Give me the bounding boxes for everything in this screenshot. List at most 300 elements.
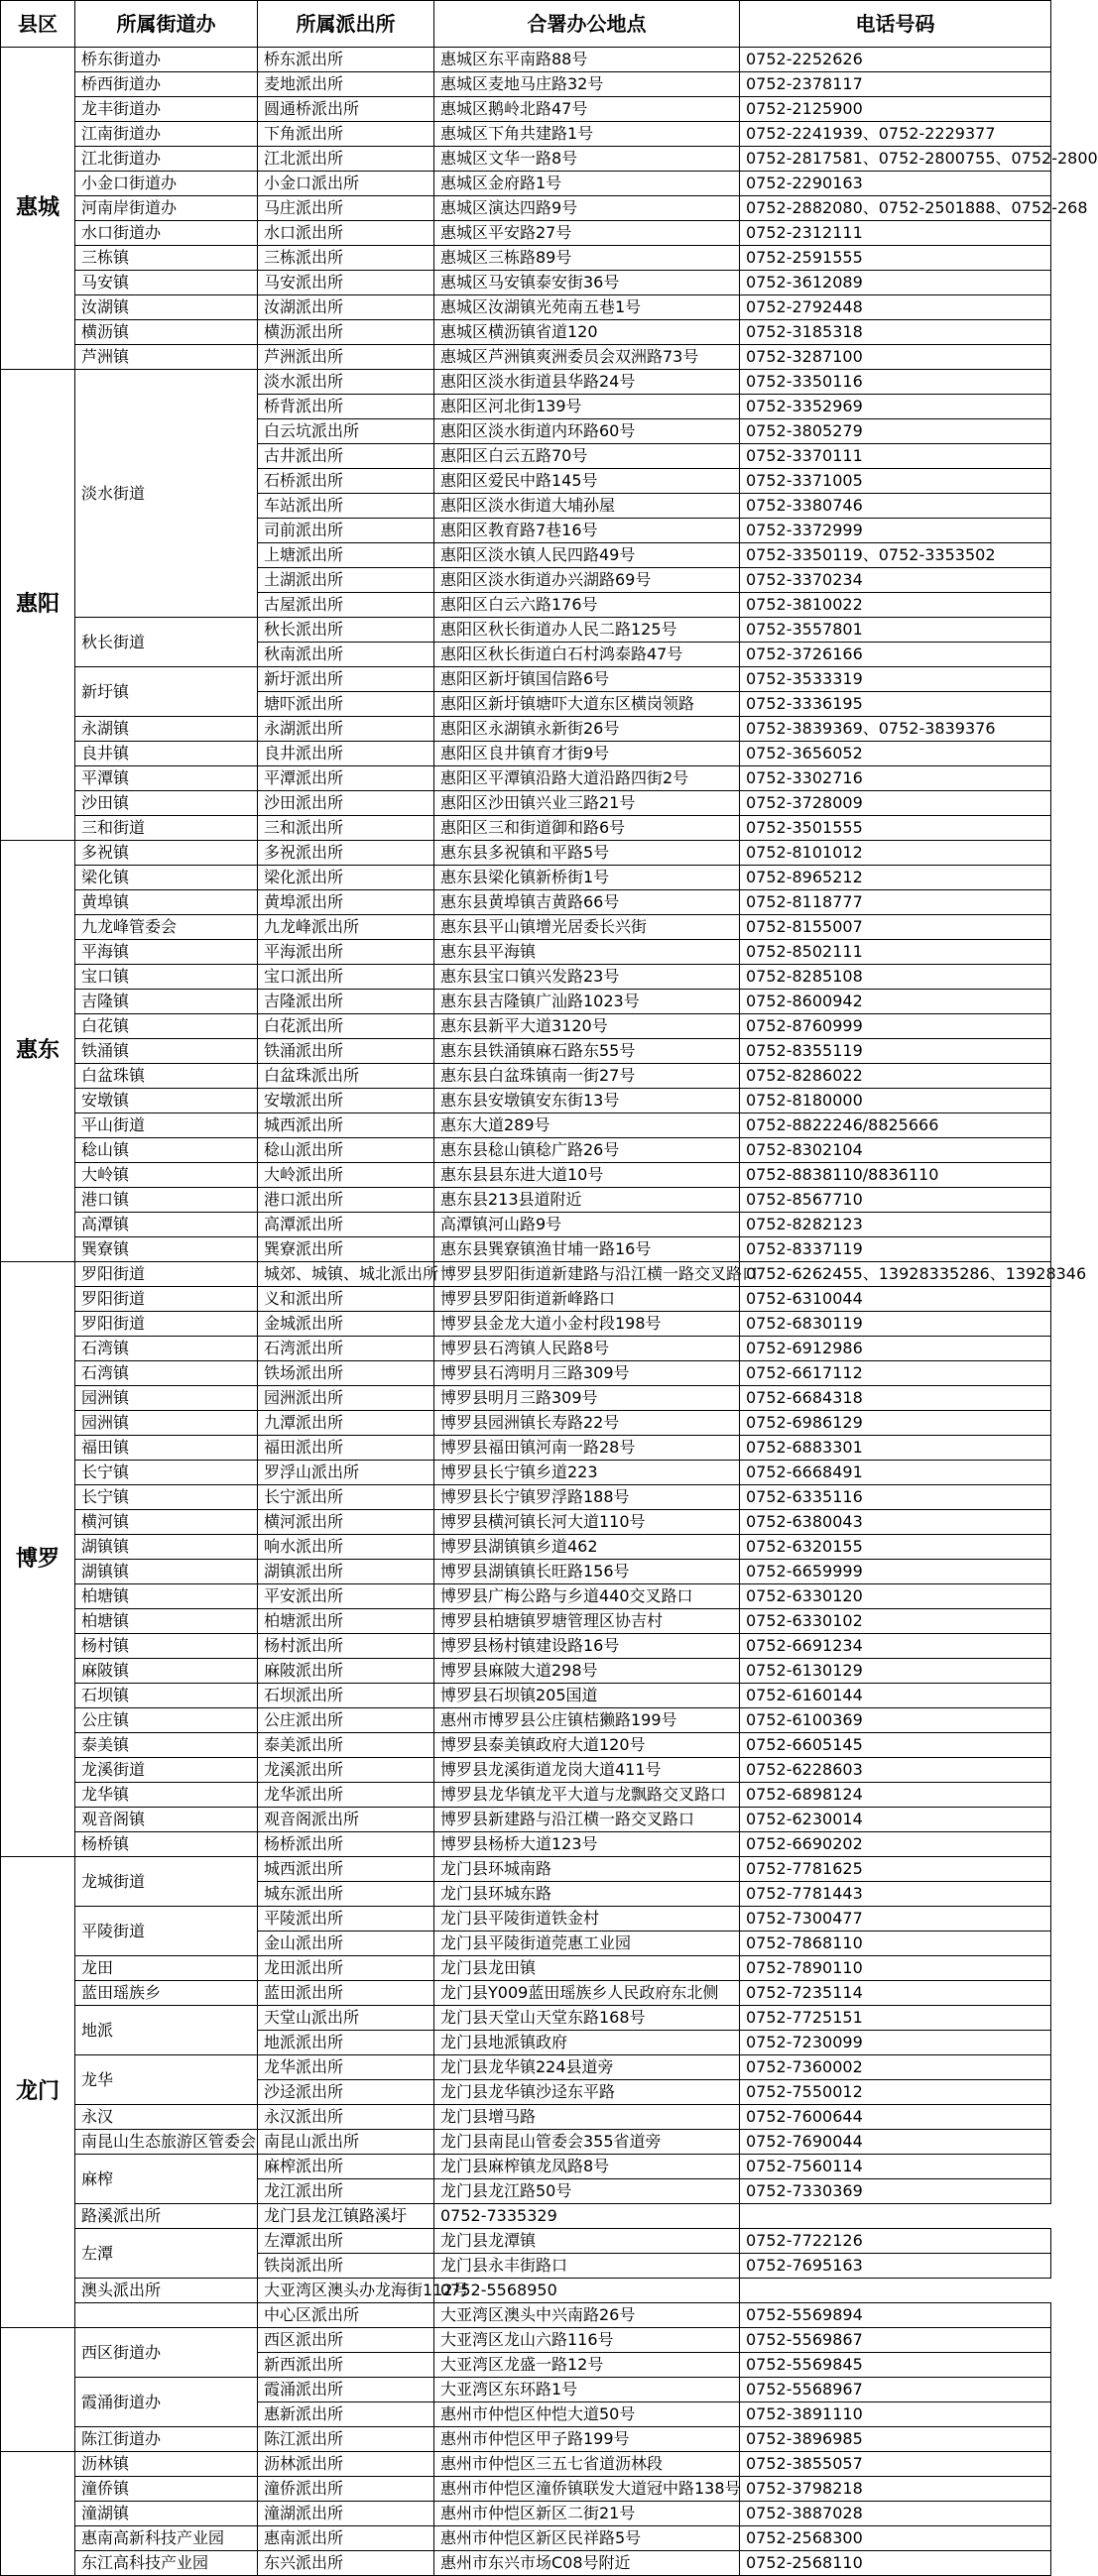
police-station-cell: 宝口派出所	[258, 965, 434, 990]
street-office-cell: 吉隆镇	[75, 990, 258, 1014]
street-office-cell: 麻榨	[75, 2155, 258, 2204]
address-cell: 惠城区平安路27号	[434, 221, 740, 246]
phone-cell: 0752-7890110	[740, 1956, 1051, 1981]
police-station-cell: 惠南派出所	[258, 2526, 434, 2551]
phone-cell: 0752-2817581、0752-2800755、0752-2800	[740, 147, 1051, 172]
header-district: 县区	[1, 1, 75, 48]
address-cell: 惠阳区三和街道御和路6号	[434, 816, 740, 841]
address-cell: 惠东县213县道附近	[434, 1188, 740, 1213]
phone-cell: 0752-5569867	[740, 2328, 1051, 2353]
police-station-cell: 车站派出所	[258, 494, 434, 519]
address-cell: 惠阳区新圩镇塘吓大道东区横岗领路	[434, 692, 740, 717]
phone-cell: 0752-2591555	[740, 246, 1051, 271]
street-office-cell: 平陵街道	[75, 1907, 258, 1956]
phone-cell: 0752-6380043	[740, 1510, 1051, 1535]
police-station-cell: 澳头派出所	[75, 2279, 258, 2303]
table-row	[1, 122, 1051, 147]
table-row	[1, 1907, 1051, 1932]
table-row	[1, 1436, 1051, 1461]
address-cell: 龙门县龙江镇路溪圩	[258, 2204, 434, 2229]
address-cell: 惠阳区淡水街道大埔孙屋	[434, 494, 740, 519]
table-row	[1, 1237, 1051, 1262]
table-row	[1, 1733, 1051, 1758]
address-cell: 惠阳区教育路7巷16号	[434, 519, 740, 543]
table-row	[1, 2526, 1051, 2551]
police-station-cell: 白盆珠派出所	[258, 1064, 434, 1089]
table-row	[1, 2477, 1051, 2502]
address-cell: 龙门县环城南路	[434, 1857, 740, 1882]
header-police-station: 所属派出所	[258, 1, 434, 48]
street-office-cell: 九龙峰管委会	[75, 915, 258, 940]
address-cell: 惠州市仲恺区仲恺大道50号	[434, 2402, 740, 2427]
table-row	[1, 1535, 1051, 1560]
phone-cell: 0752-2252626	[740, 48, 1051, 72]
street-office-cell: 宝口镇	[75, 965, 258, 990]
police-station-cell: 公庄派出所	[258, 1708, 434, 1733]
phone-cell: 0752-3533319	[740, 667, 1051, 692]
address-cell: 龙门县龙江路50号	[434, 2179, 740, 2204]
table-row	[1, 717, 1051, 742]
police-station-cell: 潼湖派出所	[258, 2502, 434, 2526]
phone-cell: 0752-7335329	[434, 2204, 740, 2229]
phone-cell: 0752-8337119	[740, 1237, 1051, 1262]
police-station-cell: 新圩派出所	[258, 667, 434, 692]
table-row	[1, 72, 1051, 97]
address-cell: 惠州市仲恺区潼侨镇联发大道冠中路138号	[434, 2477, 740, 2502]
police-station-cell: 平陵派出所	[258, 1907, 434, 1932]
police-station-cell: 巽寮派出所	[258, 1237, 434, 1262]
police-station-cell: 石湾派出所	[258, 1337, 434, 1361]
street-office-cell: 龙丰街道办	[75, 97, 258, 122]
phone-cell: 0752-3350119、0752-3353502	[740, 543, 1051, 568]
phone-cell: 0752-6310044	[740, 1287, 1051, 1312]
address-cell: 惠东县白盆珠镇南一街27号	[434, 1064, 740, 1089]
street-office-cell: 良井镇	[75, 742, 258, 766]
phone-cell: 0752-3805279	[740, 419, 1051, 444]
phone-cell: 0752-3726166	[740, 643, 1051, 667]
phone-cell: 0752-7550012	[740, 2080, 1051, 2105]
phone-cell: 0752-6100369	[740, 1708, 1051, 1733]
phone-cell: 0752-3350116	[740, 370, 1051, 395]
phone-cell: 0752-7300477	[740, 1907, 1051, 1932]
address-cell: 大亚湾区东环路1号	[434, 2378, 740, 2402]
street-office-cell: 石湾镇	[75, 1361, 258, 1386]
address-cell: 惠城区马安镇泰安街36号	[434, 271, 740, 295]
table-row	[1, 1758, 1051, 1783]
police-station-cell: 桥东派出所	[258, 48, 434, 72]
table-row	[1, 2055, 1051, 2080]
police-station-cell: 新西派出所	[258, 2353, 434, 2378]
address-cell: 惠东县平山镇增光居委长兴街	[434, 915, 740, 940]
table-row	[1, 1014, 1051, 1039]
address-cell: 惠城区东平南路88号	[434, 48, 740, 72]
district-cell	[1, 2452, 75, 2576]
address-cell: 惠阳区秋长街道白石村鸿泰路47号	[434, 643, 740, 667]
police-station-cell: 左潭派出所	[258, 2229, 434, 2254]
police-station-cell: 杨村派出所	[258, 1634, 434, 1659]
police-station-cell: 龙田派出所	[258, 1956, 434, 1981]
table-row	[1, 1386, 1051, 1411]
table-row	[1, 1708, 1051, 1733]
police-station-cell: 古屋派出所	[258, 593, 434, 618]
table-row	[1, 2303, 1051, 2328]
phone-cell: 0752-6605145	[740, 1733, 1051, 1758]
address-cell: 龙门县龙华镇224县道旁	[434, 2055, 740, 2080]
police-station-cell: 长宁派出所	[258, 1485, 434, 1510]
address-cell: 博罗县广梅公路与乡道440交叉路口	[434, 1584, 740, 1609]
police-station-cell: 麦地派出所	[258, 72, 434, 97]
police-station-cell: 沙田派出所	[258, 791, 434, 816]
table-row	[1, 766, 1051, 791]
phone-cell: 0752-3302716	[740, 766, 1051, 791]
phone-cell: 0752-6617112	[740, 1361, 1051, 1386]
table-row	[1, 667, 1051, 692]
police-station-cell: 东兴派出所	[258, 2551, 434, 2576]
table-body	[1, 48, 1098, 2576]
phone-cell: 0752-7235114	[740, 1981, 1051, 2006]
address-cell: 博罗县柏塘镇罗塘管理区协吉村	[434, 1609, 740, 1634]
table-row	[1, 2105, 1051, 2130]
street-office-cell: 麻陂镇	[75, 1659, 258, 1684]
street-office-cell: 地派	[75, 2006, 258, 2055]
police-station-cell: 秋南派出所	[258, 643, 434, 667]
address-cell: 博罗县新建路与沿江横一路交叉路口	[434, 1808, 740, 1832]
address-cell: 惠城区演达四路9号	[434, 196, 740, 221]
street-office-cell: 黄埠镇	[75, 890, 258, 915]
address-cell: 博罗县金龙大道小金村段198号	[434, 1312, 740, 1337]
address-cell: 龙门县龙潭镇	[434, 2229, 740, 2254]
street-office-cell: 多祝镇	[75, 841, 258, 866]
street-office-cell: 港口镇	[75, 1188, 258, 1213]
address-cell: 惠东县平海镇	[434, 940, 740, 965]
street-office-cell: 西区街道办	[75, 2328, 258, 2378]
street-office-cell: 罗阳街道	[75, 1287, 258, 1312]
address-cell: 惠阳区沙田镇兴业三路21号	[434, 791, 740, 816]
police-station-cell: 江北派出所	[258, 147, 434, 172]
street-office-cell: 湖镇镇	[75, 1535, 258, 1560]
police-station-cell: 稔山派出所	[258, 1138, 434, 1163]
street-office-cell: 稔山镇	[75, 1138, 258, 1163]
table-row	[1, 2279, 1051, 2303]
address-cell: 博罗县横河镇长河大道110号	[434, 1510, 740, 1535]
table-row	[1, 1213, 1051, 1237]
table-row	[1, 1411, 1051, 1436]
table-row	[1, 2155, 1051, 2179]
table-row	[1, 147, 1051, 172]
police-station-cell: 义和派出所	[258, 1287, 434, 1312]
address-cell: 惠阳区淡水街道办兴湖路69号	[434, 568, 740, 593]
address-cell: 博罗县麻陂大道298号	[434, 1659, 740, 1684]
phone-cell: 0752-3501555	[740, 816, 1051, 841]
street-office-cell: 霞涌街道办	[75, 2378, 258, 2427]
police-station-cell: 路溪派出所	[75, 2204, 258, 2229]
address-cell: 惠阳区白云六路176号	[434, 593, 740, 618]
phone-cell: 0752-8838110/8836110	[740, 1163, 1051, 1188]
police-station-cell: 杨桥派出所	[258, 1832, 434, 1857]
police-station-cell: 平安派出所	[258, 1584, 434, 1609]
police-station-cell: 小金口派出所	[258, 172, 434, 196]
police-station-cell: 西区派出所	[258, 2328, 434, 2353]
address-cell: 博罗县石湾镇人民路8号	[434, 1337, 740, 1361]
phone-cell: 0752-3896985	[740, 2427, 1051, 2452]
address-cell: 博罗县泰美镇政府大道120号	[434, 1733, 740, 1758]
street-office-cell: 平潭镇	[75, 766, 258, 791]
table-row	[1, 246, 1051, 271]
address-cell: 龙门县增马路	[434, 2105, 740, 2130]
address-cell: 惠东大道289号	[434, 1113, 740, 1138]
table-row	[1, 172, 1051, 196]
address-cell: 博罗县石湾明月三路309号	[434, 1361, 740, 1386]
table-row	[1, 1584, 1051, 1609]
police-station-cell: 麻榨派出所	[258, 2155, 434, 2179]
street-office-cell: 永湖镇	[75, 717, 258, 742]
phone-cell: 0752-3810022	[740, 593, 1051, 618]
phone-cell: 0752-6130129	[740, 1659, 1051, 1684]
police-station-cell: 圆通桥派出所	[258, 97, 434, 122]
table-row	[1, 1560, 1051, 1584]
address-cell: 惠阳区永湖镇永新街26号	[434, 717, 740, 742]
police-station-cell: 铁岗派出所	[258, 2254, 434, 2279]
address-cell: 惠城区金府路1号	[434, 172, 740, 196]
police-station-cell: 罗浮山派出所	[258, 1461, 434, 1485]
table-row	[1, 1113, 1051, 1138]
address-cell: 博罗县罗阳街道新建路与沿江横一路交叉路口	[434, 1262, 740, 1287]
police-station-cell: 石坝派出所	[258, 1684, 434, 1708]
table-row	[1, 196, 1051, 221]
phone-cell: 0752-6228603	[740, 1758, 1051, 1783]
address-cell: 博罗县长宁镇乡道223	[434, 1461, 740, 1485]
phone-cell: 0752-8302104	[740, 1138, 1051, 1163]
police-station-cell: 天堂山派出所	[258, 2006, 434, 2031]
police-station-cell: 芦洲派出所	[258, 345, 434, 370]
table-row	[1, 1956, 1051, 1981]
police-station-cell: 九龙峰派出所	[258, 915, 434, 940]
police-station-cell: 汝湖派出所	[258, 295, 434, 320]
phone-cell: 0752-8118777	[740, 890, 1051, 915]
address-cell: 惠州市东兴市场C08号附近	[434, 2551, 740, 2576]
street-office-cell: 南昆山生态旅游区管委会	[75, 2130, 258, 2155]
address-cell: 龙门县龙田镇	[434, 1956, 740, 1981]
phone-cell: 0752-3370111	[740, 444, 1051, 469]
address-cell: 龙门县南昆山管委会355省道旁	[434, 2130, 740, 2155]
table-row	[1, 1262, 1051, 1287]
phone-cell: 0752-2241939、0752-2229377	[740, 122, 1051, 147]
address-cell: 大亚湾区龙山六路116号	[434, 2328, 740, 2353]
phone-cell: 0752-5568950	[434, 2279, 740, 2303]
header-row	[1, 1, 1051, 48]
police-station-cell: 中心区派出所	[258, 2303, 434, 2328]
table-row	[1, 940, 1051, 965]
police-station-cell: 梁化派出所	[258, 866, 434, 890]
phone-cell: 0752-3728009	[740, 791, 1051, 816]
table-row	[1, 2502, 1051, 2526]
phone-cell: 0752-3287100	[740, 345, 1051, 370]
table-row	[1, 1634, 1051, 1659]
street-office-cell: 白盆珠镇	[75, 1064, 258, 1089]
phone-cell: 0752-3839369、0752-3839376	[740, 717, 1051, 742]
table-row	[1, 1461, 1051, 1485]
table-row	[1, 2204, 1051, 2229]
phone-cell: 0752-7330369	[740, 2179, 1051, 2204]
phone-cell: 0752-2568110	[740, 2551, 1051, 2576]
district-cell: 惠城	[1, 48, 75, 370]
street-office-cell: 巽寮镇	[75, 1237, 258, 1262]
address-cell: 博罗县龙华镇龙平大道与龙飘路交叉路口	[434, 1783, 740, 1808]
address-cell: 惠阳区白云五路70号	[434, 444, 740, 469]
address-cell: 惠东县梁化镇新桥街1号	[434, 866, 740, 890]
police-station-cell: 九潭派出所	[258, 1411, 434, 1436]
street-office-cell: 白花镇	[75, 1014, 258, 1039]
address-cell: 博罗县湖镇镇乡道462	[434, 1535, 740, 1560]
street-office-cell: 湖镇镇	[75, 1560, 258, 1584]
phone-cell: 0752-7360002	[740, 2055, 1051, 2080]
address-cell: 惠州市仲恺区三五七省道沥林段	[434, 2452, 740, 2477]
street-office-cell: 杨桥镇	[75, 1832, 258, 1857]
address-cell: 博罗县罗阳街道新峰路口	[434, 1287, 740, 1312]
phone-cell: 0752-3352969	[740, 395, 1051, 419]
police-station-cell: 桥背派出所	[258, 395, 434, 419]
table-row	[1, 345, 1051, 370]
street-office-cell: 江北街道办	[75, 147, 258, 172]
table-row	[1, 1287, 1051, 1312]
phone-cell: 0752-7560114	[740, 2155, 1051, 2179]
phone-cell: 0752-5569894	[740, 2303, 1051, 2328]
phone-cell: 0752-8286022	[740, 1064, 1051, 1089]
police-station-cell: 地派派出所	[258, 2031, 434, 2055]
address-cell: 龙门县天堂山天堂东路168号	[434, 2006, 740, 2031]
address-cell: 龙门县平陵街道莞惠工业园	[434, 1932, 740, 1956]
phone-cell: 0752-8760999	[740, 1014, 1051, 1039]
police-station-cell: 龙华派出所	[258, 2055, 434, 2080]
phone-cell: 0752-6883301	[740, 1436, 1051, 1461]
police-station-cell: 城东派出所	[258, 1882, 434, 1907]
table-row	[1, 618, 1051, 643]
street-office-cell: 龙华	[75, 2055, 258, 2105]
police-station-cell: 园洲派出所	[258, 1386, 434, 1411]
address-cell: 惠阳区新圩镇国信路6号	[434, 667, 740, 692]
police-station-cell: 霞涌派出所	[258, 2378, 434, 2402]
street-office-cell: 横河镇	[75, 1510, 258, 1535]
street-office-cell: 梁化镇	[75, 866, 258, 890]
street-office-cell: 三和街道	[75, 816, 258, 841]
police-station-cell: 福田派出所	[258, 1436, 434, 1461]
phone-cell: 0752-6335116	[740, 1485, 1051, 1510]
police-station-cell: 南昆山派出所	[258, 2130, 434, 2155]
table-row	[1, 791, 1051, 816]
street-office-cell: 高潭镇	[75, 1213, 258, 1237]
phone-cell: 0752-8502111	[740, 940, 1051, 965]
street-office-cell: 潼湖镇	[75, 2502, 258, 2526]
table-row	[1, 1337, 1051, 1361]
street-office-cell: 龙城街道	[75, 1857, 258, 1907]
phone-cell: 0752-8965212	[740, 866, 1051, 890]
table-row	[1, 890, 1051, 915]
address-cell: 大亚湾区澳头办龙海街112号	[258, 2279, 434, 2303]
street-office-cell: 汝湖镇	[75, 295, 258, 320]
police-station-cell: 下角派出所	[258, 122, 434, 147]
address-cell: 惠东县黄埠镇吉黄路66号	[434, 890, 740, 915]
address-cell: 惠东县新平大道3120号	[434, 1014, 740, 1039]
police-station-cell: 永汉派出所	[258, 2105, 434, 2130]
phone-cell: 0752-2568300	[740, 2526, 1051, 2551]
police-station-cell: 麻陂派出所	[258, 1659, 434, 1684]
phone-cell: 0752-8101012	[740, 841, 1051, 866]
table-row	[1, 1089, 1051, 1113]
header-phone: 电话号码	[740, 1, 1051, 48]
street-office-cell: 惠南高新科技产业园	[75, 2526, 258, 2551]
phone-cell: 0752-8282123	[740, 1213, 1051, 1237]
address-cell: 惠州市仲恺区新区二街21号	[434, 2502, 740, 2526]
table-row	[1, 271, 1051, 295]
phone-cell: 0752-3612089	[740, 271, 1051, 295]
street-office-cell: 石湾镇	[75, 1337, 258, 1361]
address-cell: 惠城区下角共建路1号	[434, 122, 740, 147]
police-station-cell: 司前派出所	[258, 519, 434, 543]
police-station-cell: 黄埠派出所	[258, 890, 434, 915]
street-office-cell: 秋长街道	[75, 618, 258, 667]
phone-cell: 0752-7725151	[740, 2006, 1051, 2031]
address-cell: 博罗县龙溪街道龙岗大道411号	[434, 1758, 740, 1783]
phone-cell: 0752-8285108	[740, 965, 1051, 990]
table-row	[1, 295, 1051, 320]
police-station-cell: 白云坑派出所	[258, 419, 434, 444]
table-row	[1, 1684, 1051, 1708]
address-cell: 惠城区三栋路89号	[434, 246, 740, 271]
address-cell: 龙门县地派镇政府	[434, 2031, 740, 2055]
phone-cell: 0752-5568967	[740, 2378, 1051, 2402]
address-cell: 惠阳区河北街139号	[434, 395, 740, 419]
table-row	[1, 48, 1051, 72]
phone-cell: 0752-6659999	[740, 1560, 1051, 1584]
table-row	[1, 915, 1051, 940]
table-row	[1, 1361, 1051, 1386]
table-row	[1, 1039, 1051, 1064]
address-cell: 博罗县杨桥大道123号	[434, 1832, 740, 1857]
police-station-cell: 上塘派出所	[258, 543, 434, 568]
phone-cell: 0752-2792448	[740, 295, 1051, 320]
police-station-cell: 城西派出所	[258, 1857, 434, 1882]
street-office-cell: 芦洲镇	[75, 345, 258, 370]
address-cell: 惠州市仲恺区新区民祥路5号	[434, 2526, 740, 2551]
police-station-cell: 横沥派出所	[258, 320, 434, 345]
police-station-cell: 观音阁派出所	[258, 1808, 434, 1832]
district-cell: 惠阳	[1, 370, 75, 841]
table-row	[1, 1510, 1051, 1535]
police-station-cell: 横河派出所	[258, 1510, 434, 1535]
street-office-cell: 园洲镇	[75, 1411, 258, 1436]
address-cell: 博罗县福田镇河南一路28号	[434, 1436, 740, 1461]
table-row	[1, 1609, 1051, 1634]
district-cell: 博罗	[1, 1262, 75, 1857]
police-station-cell: 马庄派出所	[258, 196, 434, 221]
police-station-cell: 金山派出所	[258, 1932, 434, 1956]
phone-cell: 0752-8155007	[740, 915, 1051, 940]
phone-cell: 0752-7781625	[740, 1857, 1051, 1882]
police-station-cell: 永湖派出所	[258, 717, 434, 742]
address-cell: 惠东县安墩镇安东街13号	[434, 1089, 740, 1113]
street-office-cell: 长宁镇	[75, 1461, 258, 1485]
phone-cell: 0752-3656052	[740, 742, 1051, 766]
street-office-cell: 桥西街道办	[75, 72, 258, 97]
street-office-cell: 桥东街道办	[75, 48, 258, 72]
address-cell: 大亚湾区龙盛一路12号	[434, 2353, 740, 2378]
phone-cell: 0752-2290163	[740, 172, 1051, 196]
police-station-cell: 高潭派出所	[258, 1213, 434, 1237]
table-row	[1, 2427, 1051, 2452]
street-office-cell: 左潭	[75, 2229, 258, 2279]
police-station-cell: 龙江派出所	[258, 2179, 434, 2204]
table-row	[1, 965, 1051, 990]
